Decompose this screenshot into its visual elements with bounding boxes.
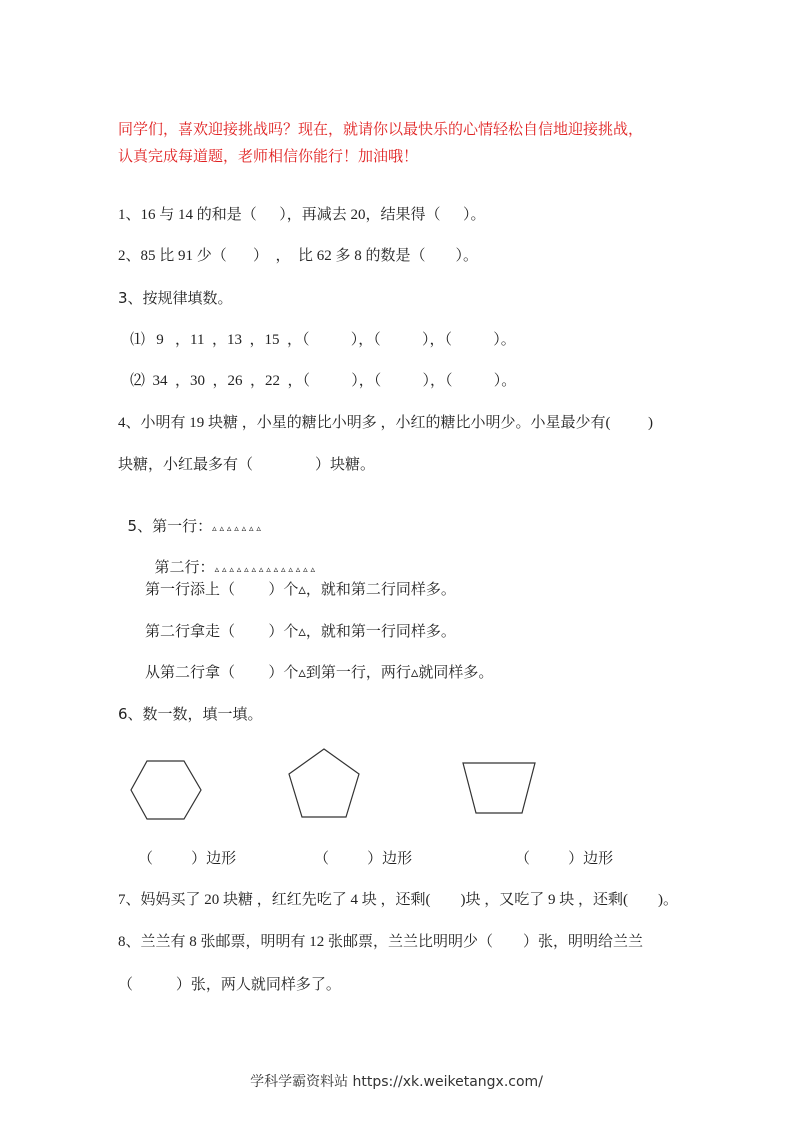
question-8-line-1: 8、兰兰有 8 张邮票，明明有 12 张邮票，兰兰比明明少（ ）张，明明给兰兰 [118, 934, 644, 950]
row-1-label: 5、第一行： [127, 517, 213, 535]
intro-line-2: 认真完成每道题，老师相信你能行！加油哦！ [118, 147, 419, 165]
question-8-line-2: （ ）张，两人就同样多了。 [118, 975, 341, 993]
shape-label-hexagon: （ ）边形 [138, 849, 237, 867]
question-5-statement-2: 第二行拿走（ ）个▵，就和第一行同样多。 [145, 622, 456, 640]
trapezoid-shape [460, 760, 538, 816]
row-1-triangles: ▵ ▵ ▵ ▵ ▵ ▵ ▵ [212, 524, 261, 534]
question-5-row-1 [118, 496, 261, 539]
hexagon-shape [128, 758, 204, 822]
question-5-statement-1: 第一行添上（ ）个▵，就和第二行同样多。 [145, 580, 456, 598]
question-2: 2、85 比 91 少（ ） ， 比 62 多 8 的数是（ ）。 [118, 248, 479, 264]
question-6-title: 6、数一数，填一填。 [118, 705, 263, 723]
pentagon-shape [286, 746, 362, 822]
shape-label-pentagon: （ ）边形 [314, 849, 413, 867]
question-3-row-2: ⑵ 34 ，30 ，26 ，22 ，（ ），（ ），（ ）。 [130, 373, 517, 389]
row-2-triangles: ▵ ▵ ▵ ▵ ▵ ▵ ▵ ▵ ▵ ▵ ▵ ▵ ▵ ▵ [214, 565, 315, 575]
question-3-title: 3、按规律填数。 [118, 289, 233, 307]
question-4-line-2: 块糖，小红最多有（ ）块糖。 [118, 455, 375, 473]
question-4-line-1: 4、小明有 19 块糖 ，小星的糖比小明多 ，小红的糖比小明少。小星最少有( ) [118, 415, 653, 431]
row-2-label: 第二行： [154, 558, 215, 576]
question-3-row-1: ⑴ 9 ，11 ，13 ，15 ，（ ），（ ），（ ）。 [130, 332, 516, 348]
question-5-row-2 [145, 537, 315, 580]
question-5-statement-3: 从第二行拿（ ）个▵到第一行，两行▵就同样多。 [145, 663, 494, 681]
question-7: 7、妈妈买了 20 块糖 ，红红先吃了 4 块 ，还剩( )块 ，又吃了 9 块 ，还剩( )。 [118, 892, 678, 908]
shape-label-trapezoid: （ ）边形 [515, 849, 614, 867]
question-1: 1、16 与 14 的和是（ ），再减去 20，结果得（ ）。 [118, 207, 486, 223]
footer-watermark: 学科学霸资料站 https://xk.weiketangx.com/ [250, 1074, 543, 1090]
intro-line-1: 同学们，喜欢迎接挑战吗？现在，就请你以最快乐的心情轻松自信地迎接挑战， [118, 120, 644, 138]
